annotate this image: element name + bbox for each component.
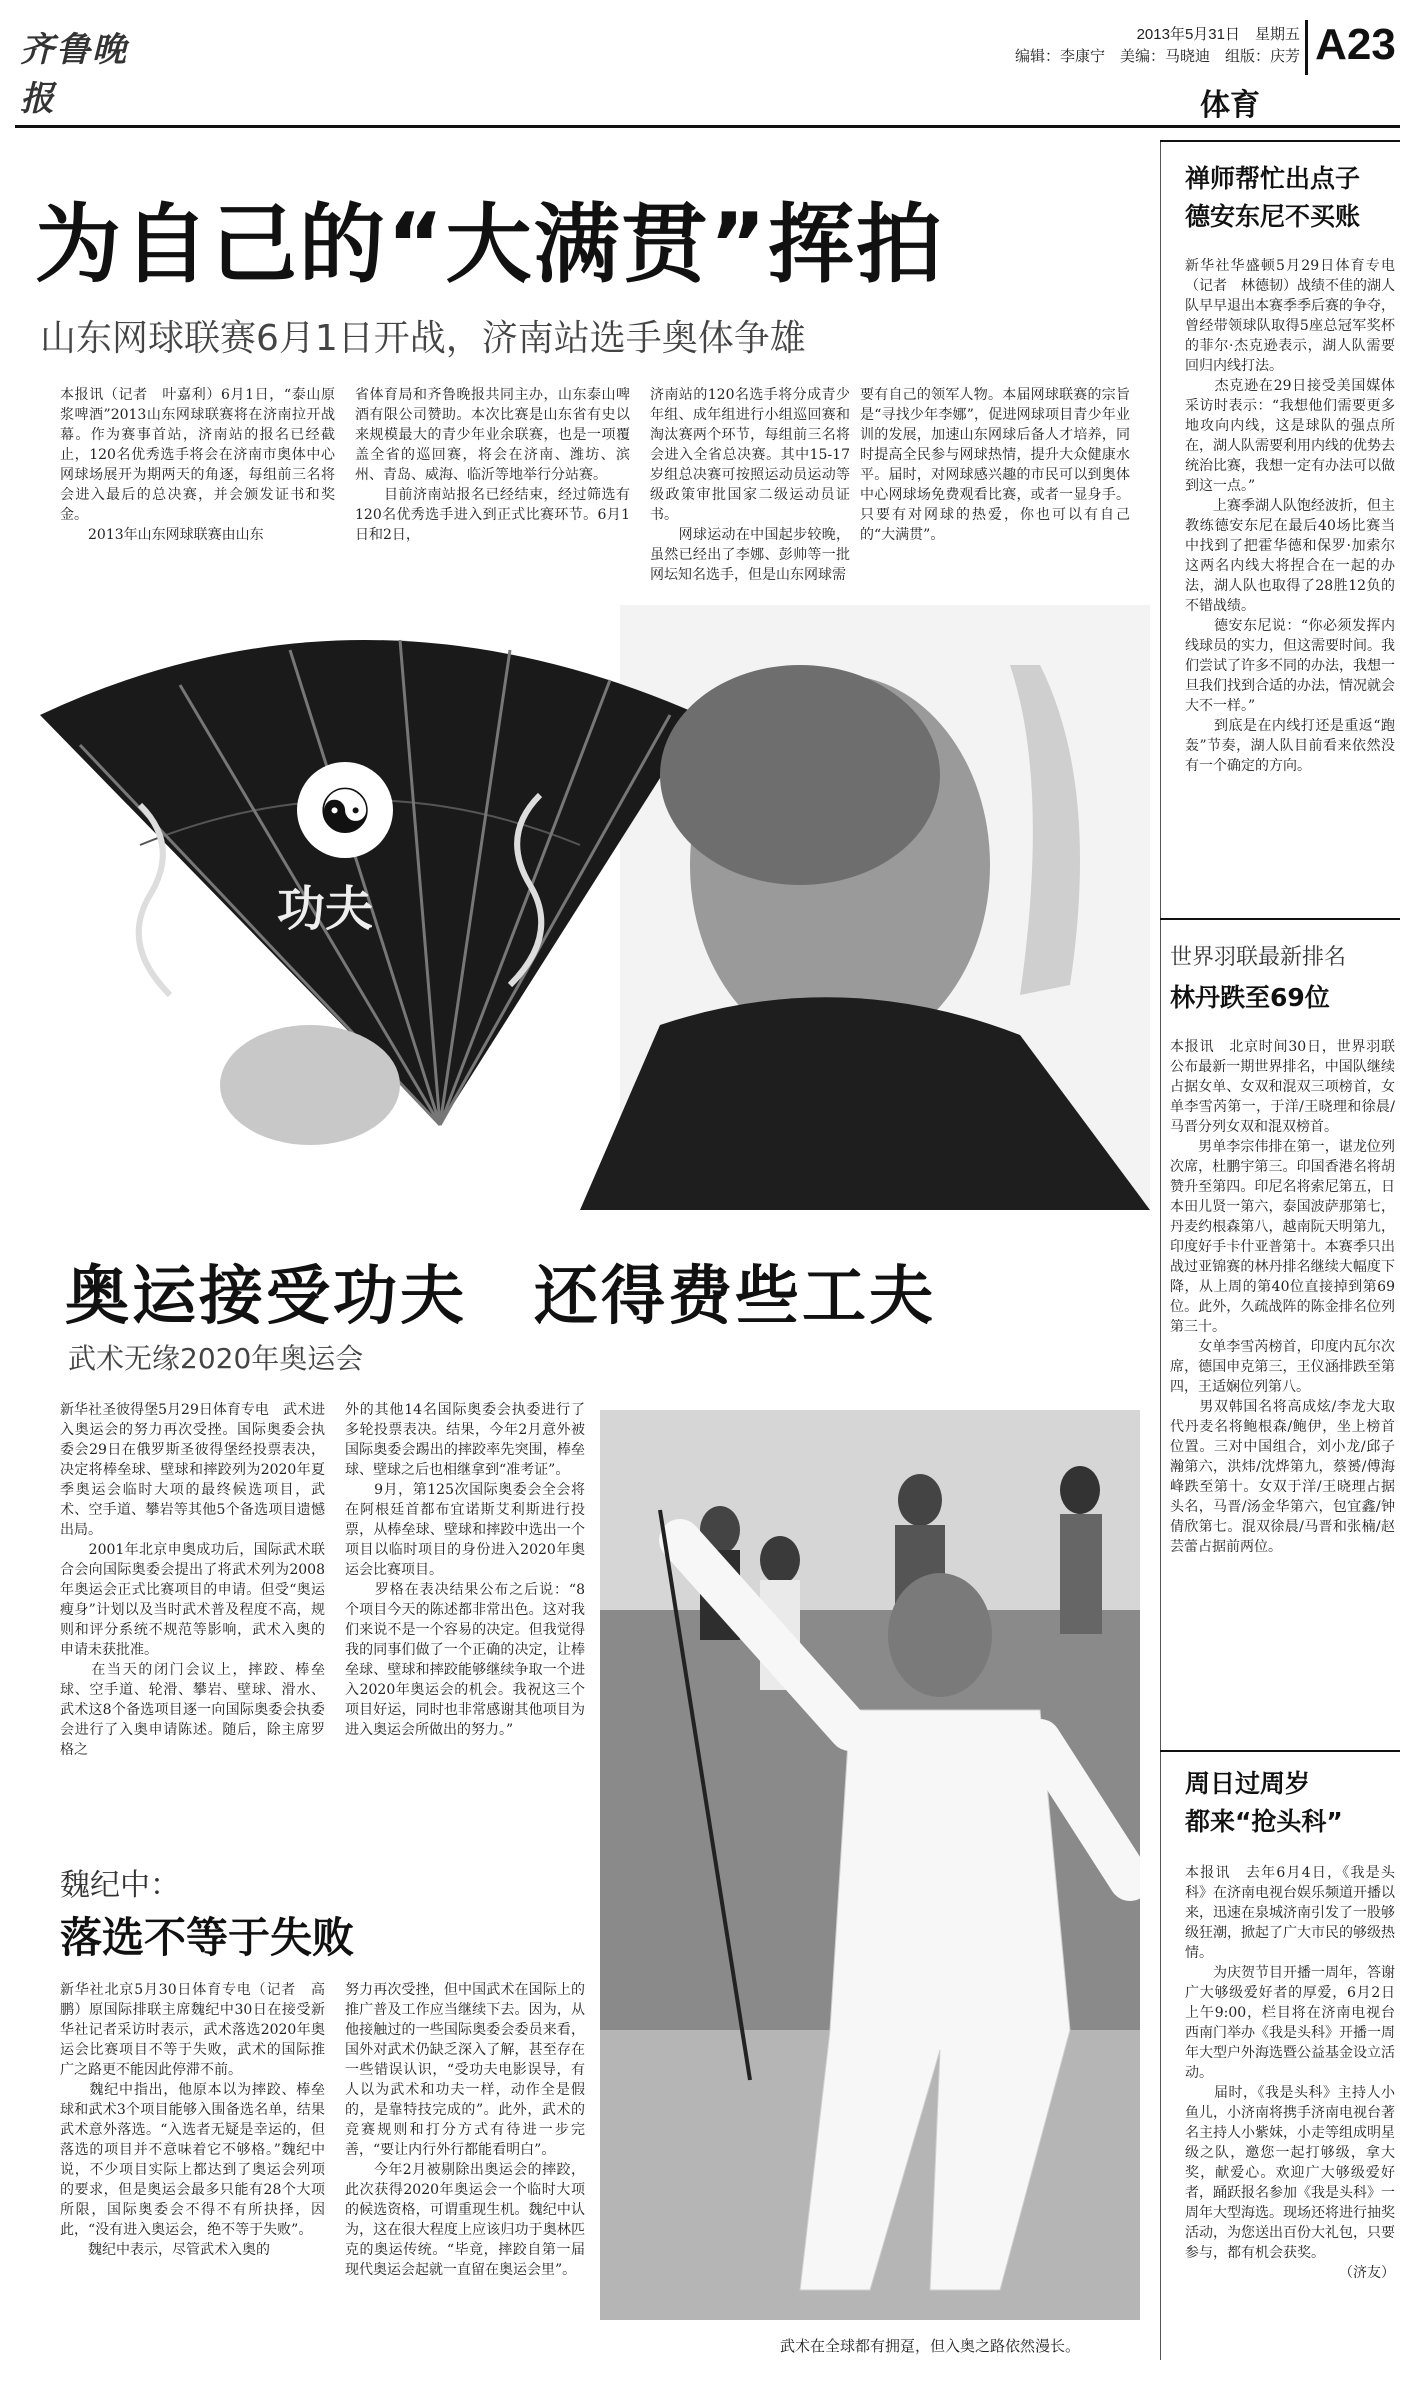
kungfu-subheadline: 武术无缘2020年奥运会 — [68, 1342, 364, 1375]
wei-name-line: 魏纪中： — [60, 1868, 180, 1903]
sidebar-divider — [1160, 140, 1161, 2360]
lead-photo-art — [20, 605, 1150, 1210]
sidebar-story-2-kicker: 世界羽联最新排名 — [1170, 945, 1347, 970]
editors-line: 编辑：李康宁 美编：马晓迪 组版：庆芳 — [1014, 48, 1300, 65]
fan-label: 功夫 — [276, 881, 374, 937]
sidebar-story-3 — [1185, 1765, 1395, 2283]
sidebar-story-2-headline: 林丹跌至69位 — [1170, 983, 1330, 1012]
photo-caption: 武术在全球都有拥趸，但入奥之路依然漫长。 — [780, 2337, 1081, 2355]
lead-column-1: 本报讯（记者 叶嘉利）6月1日，“泰山原浆啤酒”2013山东网球联赛将在济南拉开战幕。作为赛事首站，济南站的报名已经截止，120名优秀选手将会在济南市奥体中心网球场展开为期两天的角逐，每组前三名将会进入最后的总决赛，并会颁发证书和奖金。 2013年山东网球联赛由山东 — [60, 387, 335, 543]
hand-left — [220, 1025, 400, 1145]
section-name: 体育 — [1200, 88, 1260, 123]
performer-head — [888, 1573, 992, 1697]
kungfu-column-2: 外的其他14名国际奥委会执委进行了多轮投票表决。结果，今年2月意外被国际奥委会踢出的摔跤率先突围，棒垒球、壁球之后也相继拿到“准考证”。 9月，第125次国际奥委会全会将在阿根廷首都布宜诺斯艾利斯进行投票，从棒垒球、壁球和摔跤中选出一个项目以临时项目的身份进入2020年奥运会比赛项目。 罗格在表决结果公布之后说：“8个项目今天的陈述都非常出色。这对我们来说不是一个容易的决定。但我觉得我的同事们做了一个正确的决定，让棒垒球、壁球和摔跤能够继续争取一个进入2020年奥运会的机会。我祝这三个项目好运，同时也非常感谢其他项目为进入奥运会所做出的努力。” — [345, 1402, 585, 1738]
wei-column-2: 努力再次受挫，但中国武术在国际上的推广普及工作应当继续下去。因为，从他接触过的一些国际奥委会委员来看，国外对武术仍缺乏深入了解，甚至存在一些错误认识，“受功夫电影误导，有人以为武术和功夫一样，动作全是假的，是靠特技完成的”。此外，武术的竞赛规则和打分方式有待进一步完善，“要让内行外行都能看明白”。 今年2月被剔除出奥运会的摔跤，此次获得2020年奥运会一个临时大项的候选资格，可谓重现生机。魏纪中认为，这在很大程度上应该归功于奥林匹克的奥运传统。“毕竟，摔跤自第一届现代奥运会起就一直留在奥运会里”。 — [345, 1982, 585, 2278]
sidebar-story-1-headline-2: 德安东尼不买账 — [1185, 202, 1361, 231]
kungfu-headline: 奥运接受功夫 还得费些工夫 — [65, 1260, 936, 1334]
lead-photo — [20, 605, 1150, 1210]
header-meta — [980, 24, 1300, 68]
sidebar-rule-3 — [1160, 1750, 1400, 1752]
date-line: 2013年5月31日 星期五 — [1136, 26, 1300, 43]
sidebar-story-3-headline-2: 都来“抢头科” — [1185, 1807, 1343, 1836]
sidebar-story-3-body: 本报讯 去年6月4日，《我是头科》在济南电视台娱乐频道开播以来，迅速在泉城济南引发了一股够级狂潮，掀起了广大市民的够级热情。 为庆贺节目开播一周年，答谢广大够级爱好者的厚爱，6月2日上午9:00，栏目将在济南电视台西南门举办《我是头科》开播一周年大型户外海选暨公益基金设立活动。 届时，《我是头科》主持人小鱼儿，小济南将携手济南电视台著名主持人小紫妹，小走等组成明星级之队，邀您一起打够级，拿大奖，献爱心。欢迎广大够级爱好者，踊跃报名参加《我是头科》一周年大型海选。现场还将进行抽奖活动，为您送出百份大礼包，只要参与，都有机会获奖。 — [1185, 1865, 1395, 2261]
yin-yang-glyph: ☯ — [317, 775, 373, 848]
masthead-logo: 齐鲁晚报 — [20, 30, 128, 119]
sidebar-story-1 — [1185, 160, 1395, 776]
sidebar-story-3-headline-1: 周日过周岁 — [1185, 1769, 1311, 1798]
lead-column-3: 济南站的120名选手将分成青少年组、成年组进行小组巡回赛和淘汰赛两个环节，每组前三名将会进入全省总决赛。其中15-17岁组总决赛可按照运动员运动等级政策审批国家二级运动员证书。 网球运动在中国起步较晚，虽然已经出了李娜、彭帅等一批网坛知名选手，但是山东网球需 — [650, 387, 850, 583]
taichi-photo — [600, 1410, 1140, 2320]
header-rule — [15, 125, 1400, 128]
sidebar-rule-2 — [1160, 918, 1400, 920]
taichi-photo-art — [600, 1410, 1140, 2320]
sidebar-story-1-headline-1: 禅师帮忙出点子 — [1185, 164, 1361, 193]
page-number: A23 — [1305, 20, 1403, 75]
sidebar-story-1-body: 新华社华盛顿5月29日体育专电（记者 林德韧）战绩不佳的湖人队早早退出本赛季季后赛的争夺，曾经带领球队取得5座总冠军奖杯的菲尔·杰克逊表示，湖人队需要回归内线打法。 杰克逊在29日接受美国媒体采访时表示：“我想他们需要更多地攻向内线，这是球队的强点所在，湖人队需要利用内线的优势去统治比赛，我想一定有办法可以做到这一点。” 上赛季湖人队饱经波折，但主教练德安东尼在最后40场比赛当中找到了把霍华德和保罗·加索尔这两名内线大将捏合在一起的办法，湖人队也取得了28胜12负的不错战绩。 德安东尼说：“你必须发挥内线球员的实力，但这需要时间。我们尝试了许多不同的办法，我想一旦我们找到合适的办法，情况就会大不一样。” 到底是在内线打还是重返“跑轰”节奏，湖人队目前看来依然没有一个确定的方向。 — [1185, 258, 1395, 774]
sidebar-story-3-byline: （济友） — [1339, 2265, 1395, 2281]
lead-column-4: 要有自己的领军人物。本届网球联赛的宗旨是“寻找少年李娜”，促进网球项目青少年业训的发展，加速山东网球后备人才培养，同时提高全民参与网球热情，提升大众健康水平。届时，对网球感兴趣的市民可以到奥体中心网球场免费观看比赛，或者一显身手。只要有对网球的热爱，你也可以有自己的“大满贯”。 — [860, 387, 1130, 543]
kungfu-column-1: 新华社圣彼得堡5月29日体育专电 武术进入奥运会的努力再次受挫。国际奥委会执委会29日在俄罗斯圣彼得堡经投票表决，决定将棒垒球、壁球和摔跤列为2020年夏季奥运会临时大项的最终候选项目，武术、空手道、攀岩等其他5个备选项目遗憾出局。 2001年北京申奥成功后，国际武术联合会向国际奥委会提出了将武术列为2008年奥运会正式比赛项目的申请。但受“奥运瘦身”计划以及当时武术普及程度不高，规则和评分系统不规范等影响，武术入奥的申请未获批准。 在当天的闭门会议上，摔跤、棒垒球、空手道、轮滑、攀岩、壁球、滑水、武术这8个备选项目逐一向国际奥委会执委会进行了入奥申请陈述。随后，除主席罗格之 — [60, 1402, 325, 1758]
sidebar-top-rule — [1160, 140, 1400, 142]
sidebar-story-2 — [1170, 940, 1395, 1557]
wei-column-1: 新华社北京5月30日体育专电（记者 高鹏）原国际排联主席魏纪中30日在接受新华社记者采访时表示，武术落选2020年奥运会比赛项目不等于失败，武术的国际推广之路更不能因此停滞不前。 魏纪中指出，他原本以为摔跤、棒垒球和武术3个项目能够入围备选名单，结果武术意外落选。“入选者无疑是幸运的，但落选的项目并不意味着它不够格。”魏纪中说，不少项目实际上都达到了奥运会列项的要求，但是奥运会最多只能有28个大项所限，国际奥委会不得不有所抉择，因此，“没有进入奥运会，绝不等于失败”。 魏纪中表示，尽管武术入奥的 — [60, 1982, 325, 2258]
lead-subheadline: 山东网球联赛6月1日开战，济南站选手奥体争雄 — [40, 318, 806, 359]
lead-column-2: 省体育局和齐鲁晚报共同主办，山东泰山啤酒有限公司赞助。本次比赛是山东省有史以来规模最大的青少年业余联赛，也是一项覆盖全省的巡回赛，将会在济南、潍坊、滨州、青岛、威海、临沂等地举行分站赛。 目前济南站报名已经结束，经过筛选有120名优秀选手进入到正式比赛环节。6月1日和2日， — [355, 387, 630, 543]
sidebar-story-2-body: 本报讯 北京时间30日，世界羽联公布最新一期世界排名，中国队继续占据女单、女双和混双三项榜首，女单李雪芮第一，于洋/王晓理和徐晨/马晋分列女双和混双榜首。 男单李宗伟排在第一，谌龙位列次席，杜鹏宇第三。印国香港名将胡赞升至第四。印尼名将索尼第五，日本田儿贤一第六，泰国波萨那第七，丹麦约根森第八，越南阮天明第九，印度好手卡什亚普第十。本赛季只出战过亚锦赛的林丹排名继续大幅度下降，从上周的第40位直接掉到第69位。此外，久疏战阵的陈金排名位列第三十。 女单李雪芮榜首，印度内瓦尔次席，德国申克第三，王仪涵排跌至第四，王适娴位列第八。 男双韩国名将高成炫/李龙大取代丹麦名将鲍根森/鲍伊，坐上榜首位置。三对中国组合，刘小龙/邱子瀚第六，洪炜/沈烨第九，蔡赟/傅海峰跌至第十。女双于洋/王晓理占据头名，马晋/汤金华第六，包宜鑫/钟倩欣第七。混双徐晨/马晋和张楠/赵芸蕾占据前两位。 — [1170, 1039, 1395, 1555]
lead-headline: 为自己的“大满贯”挥拍 — [35, 195, 945, 295]
wei-headline: 落选不等于失败 — [60, 1913, 355, 1962]
